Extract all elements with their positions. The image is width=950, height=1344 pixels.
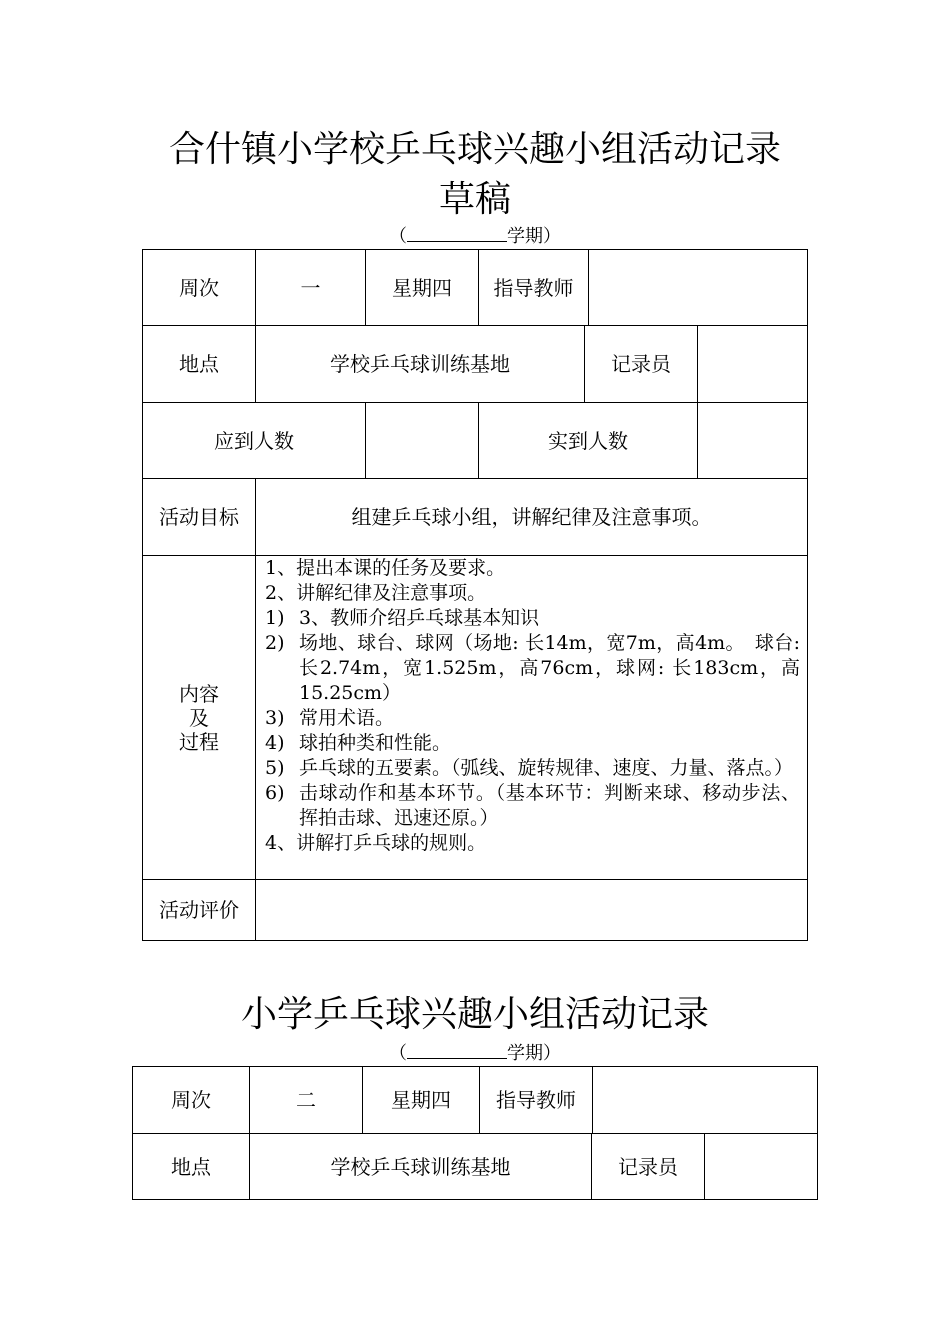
week-value[interactable]: 二	[296, 1088, 316, 1112]
content-process[interactable]	[265, 556, 800, 879]
expected-count-label: 应到人数	[214, 428, 294, 453]
content-line-text: 球拍种类和性能。	[299, 732, 452, 754]
record1-semester	[0, 225, 950, 248]
recorder-label: 记录员	[618, 1154, 678, 1179]
content-line-number: 6)	[265, 782, 285, 804]
content-line	[265, 581, 800, 606]
content-line	[265, 706, 800, 731]
location-value[interactable]: 学校乒乓球训练基地	[330, 352, 510, 376]
expected-count-value[interactable]	[366, 403, 478, 478]
content-line-text: 击球动作和基本环节。（基本环节：判断来球、移动步法、挥拍击球、迅速还原。）	[299, 782, 800, 829]
semester-close: 学期）	[507, 226, 561, 247]
semester-blank[interactable]	[407, 225, 507, 242]
record2-title: 小学乒乓球兴趣小组活动记录	[240, 994, 709, 1035]
content-line-text: 常用术语。	[299, 707, 395, 729]
teacher-value[interactable]	[589, 250, 807, 325]
teacher-value[interactable]	[593, 1067, 817, 1133]
record1-title: 合什镇小学校乒乓球兴趣小组活动记录	[168, 129, 781, 170]
content-line	[265, 606, 800, 631]
weekday-value[interactable]: 星期四	[392, 275, 452, 300]
location-label: 地点	[171, 1154, 211, 1179]
semester-open: （	[389, 226, 407, 247]
content-line-text: 乒乓球的五要素。（弧线、旋转规律、速度、力量、落点。）	[299, 757, 794, 779]
content-line-text: 2、讲解纪律及注意事项。	[265, 582, 487, 604]
content-line-number: 1)	[265, 607, 285, 629]
record2-semester	[0, 1042, 950, 1065]
content-line	[265, 831, 800, 856]
week-value[interactable]: 一	[300, 275, 321, 300]
content-label-line: 及	[189, 705, 209, 730]
record1-subtitle: 草稿	[438, 179, 511, 220]
content-line-text: 4、讲解打乒乓球的规则。	[265, 832, 487, 854]
semester-open: （	[389, 1043, 407, 1064]
teacher-label: 指导教师	[493, 275, 574, 300]
content-line	[265, 781, 800, 831]
content-line	[265, 731, 800, 756]
location-value[interactable]: 学校乒乓球训练基地	[330, 1154, 511, 1179]
weekday-value[interactable]: 星期四	[391, 1088, 451, 1112]
content-line-text: 1、提出本课的任务及要求。	[265, 557, 506, 579]
evaluation-value[interactable]	[256, 880, 807, 940]
content-label-line: 过程	[179, 729, 219, 754]
content-line-text: 场地、球台、球网（场地: 长14m，宽7m，高4m。 球台: 长2.74m，宽1.525m，高76cm，球网: 长183cm，高15.25cm）	[299, 632, 800, 704]
goal-label: 活动目标	[159, 505, 239, 529]
content-label-line: 内容	[179, 681, 219, 706]
goal-value[interactable]: 组建乒乓球小组，讲解纪律及注意事项。	[351, 505, 712, 529]
teacher-label: 指导教师	[496, 1088, 576, 1112]
content-line-number: 3)	[265, 707, 285, 729]
content-line	[265, 631, 800, 706]
content-line-text: 3、教师介绍乒乓球基本知识	[299, 607, 540, 629]
recorder-value[interactable]	[698, 326, 807, 402]
week-label: 周次	[179, 275, 219, 300]
semester-close: 学期）	[507, 1043, 561, 1064]
recorder-value[interactable]	[705, 1134, 817, 1199]
location-label: 地点	[179, 352, 219, 376]
week-label: 周次	[171, 1088, 211, 1112]
content-line	[265, 556, 800, 581]
content-line-number: 2)	[265, 632, 285, 654]
actual-count-value[interactable]	[698, 403, 807, 478]
recorder-label: 记录员	[611, 352, 671, 376]
content-line-number: 5)	[265, 757, 285, 779]
content-label	[143, 556, 255, 879]
semester-blank[interactable]	[407, 1042, 507, 1059]
content-line	[265, 756, 800, 781]
actual-count-label: 实到人数	[548, 428, 628, 453]
content-line-number: 4)	[265, 732, 285, 754]
evaluation-label: 活动评价	[159, 898, 239, 922]
